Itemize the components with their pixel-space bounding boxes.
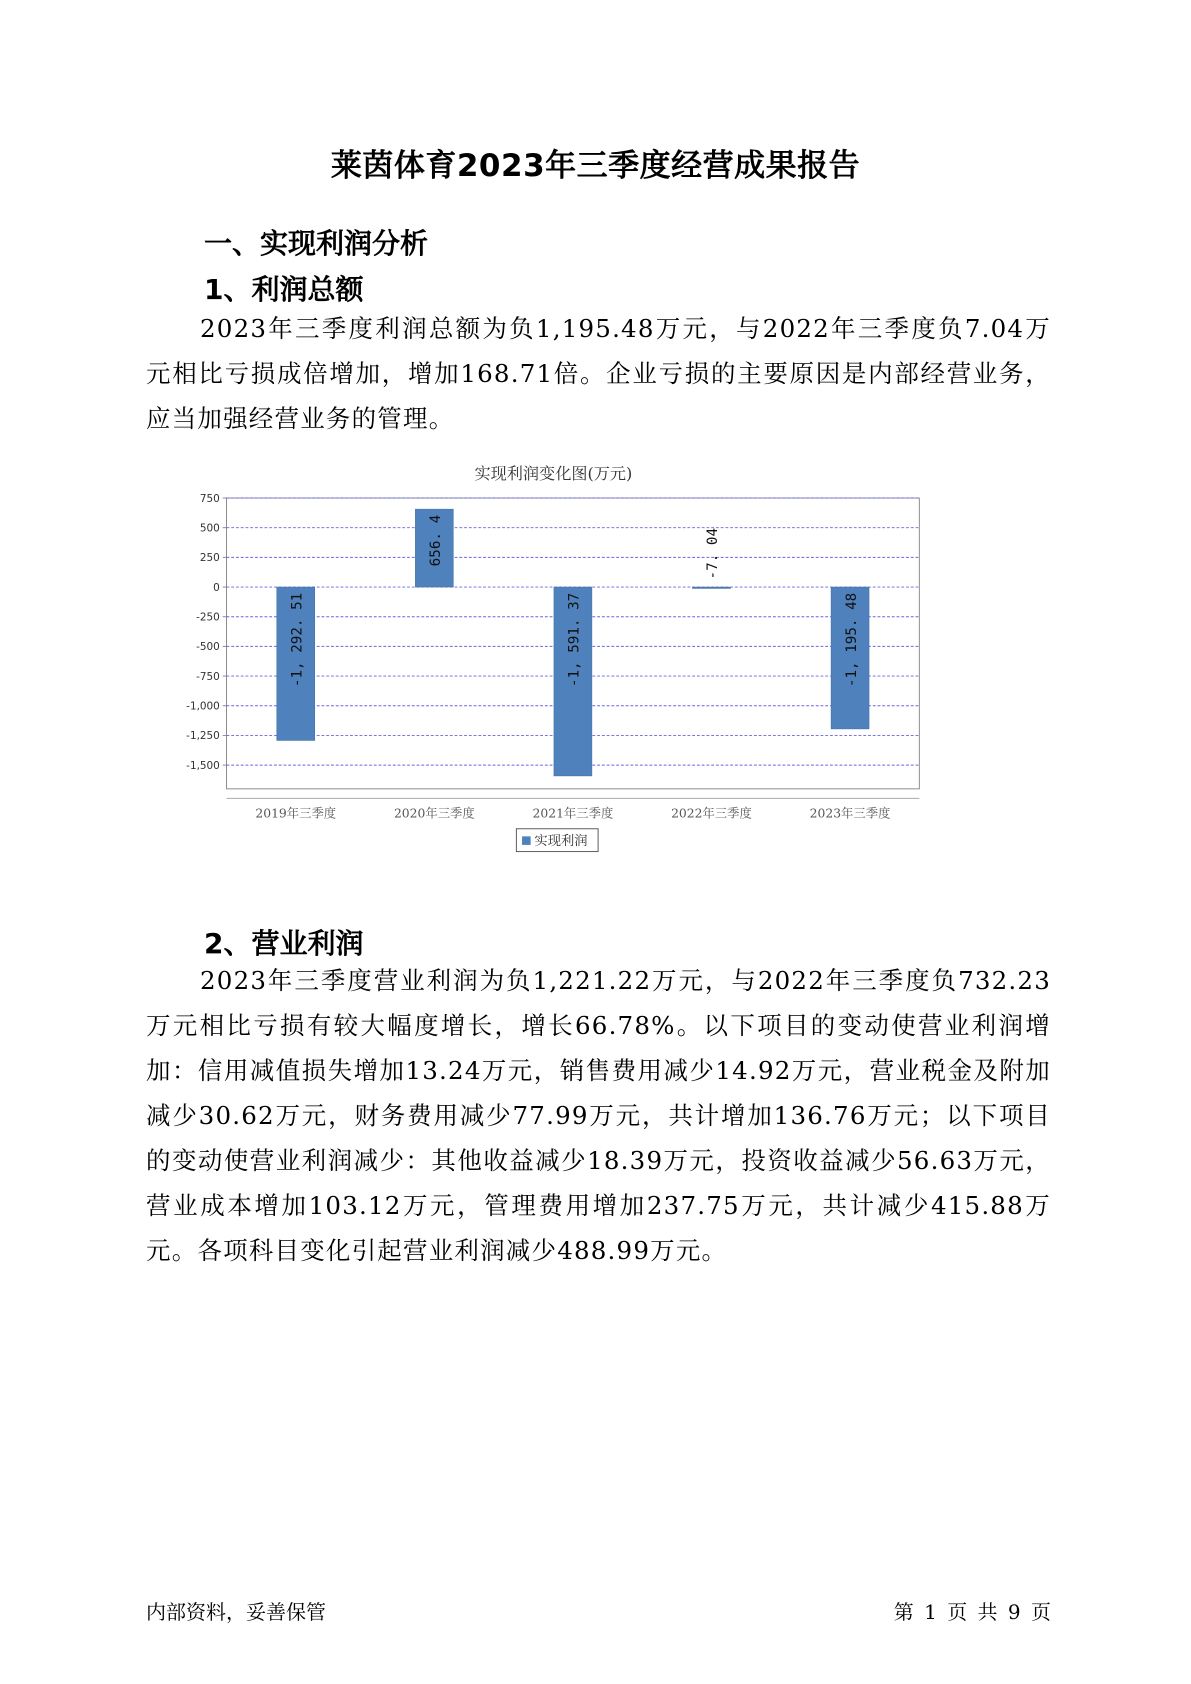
chart-title: 实现利润变化图(万元): [474, 464, 633, 484]
y-tick-label: -500: [196, 641, 220, 654]
bar-2022年三季度: [692, 587, 730, 588]
y-tick-label: 500: [199, 522, 220, 535]
x-tick-label: 2020年三季度: [393, 806, 475, 821]
y-tick-label: -1,250: [186, 730, 220, 743]
y-tick-label: 0: [213, 581, 220, 594]
y-tick-label: 750: [199, 492, 220, 505]
y-tick-label: -250: [196, 611, 220, 624]
data-label: -1, 195. 48: [843, 592, 860, 688]
x-tick-label: 2022年三季度: [671, 806, 752, 821]
y-tick-label: -1,500: [186, 759, 220, 772]
subsection-heading-total-profit: 1、利润总额: [204, 273, 364, 306]
paragraph-operating-profit: 2023年三季度营业利润为负1,221.22万元，与2022年三季度负732.23万元相比亏损有较大幅度增长，增长66.78%。以下项目的变动使营业利润增加：信用减值损失增加13.24万元，销售费用减少14.92万元，营业税金及附加减少30.62万元，财务费用减少77.99万元，共计增加136.76万元；以下项目的变动使营业利润减少：其他收益减少18.39万元，投资收益减少56.63万元，营业成本增加103.12万元，管理费用增加237.75万元，共计减少415.88万元。各项科目变化引起营业利润减少488.99万元。: [146, 966, 1051, 1265]
data-label: 656. 4: [428, 514, 445, 567]
plot-area: [186, 493, 919, 852]
y-tick-label: -1,000: [186, 700, 220, 713]
footer-page-number: 第 1 页 共 9 页: [893, 1600, 1051, 1624]
section-heading-profit-analysis: 一、实现利润分析: [204, 227, 429, 260]
legend-label: 实现利润: [534, 833, 588, 849]
paragraph-total-profit: 2023年三季度利润总额为负1,195.48万元，与2022年三季度负7.04万元相比亏损成倍增加，增加168.71倍。企业亏损的主要原因是内部经营业务，应当加强经营业务的管理。: [146, 314, 1051, 433]
data-label: -1, 591. 37: [566, 592, 583, 688]
data-label: -7. 04: [705, 527, 722, 580]
footer-confidential-note: 内部资料，妥善保管: [146, 1600, 326, 1624]
x-tick-label: 2023年三季度: [809, 806, 891, 821]
profit-bar-chart: [160, 460, 1040, 920]
legend-swatch: [522, 836, 531, 845]
y-tick-label: 250: [199, 552, 220, 565]
subsection-heading-operating-profit: 2、营业利润: [204, 927, 364, 960]
document-title: 莱茵体育2023年三季度经营成果报告: [330, 148, 861, 184]
y-tick-label: -750: [196, 670, 220, 683]
x-tick-label: 2019年三季度: [255, 806, 337, 821]
x-tick-label: 2021年三季度: [532, 806, 614, 821]
data-label: -1, 292. 51: [289, 592, 306, 688]
